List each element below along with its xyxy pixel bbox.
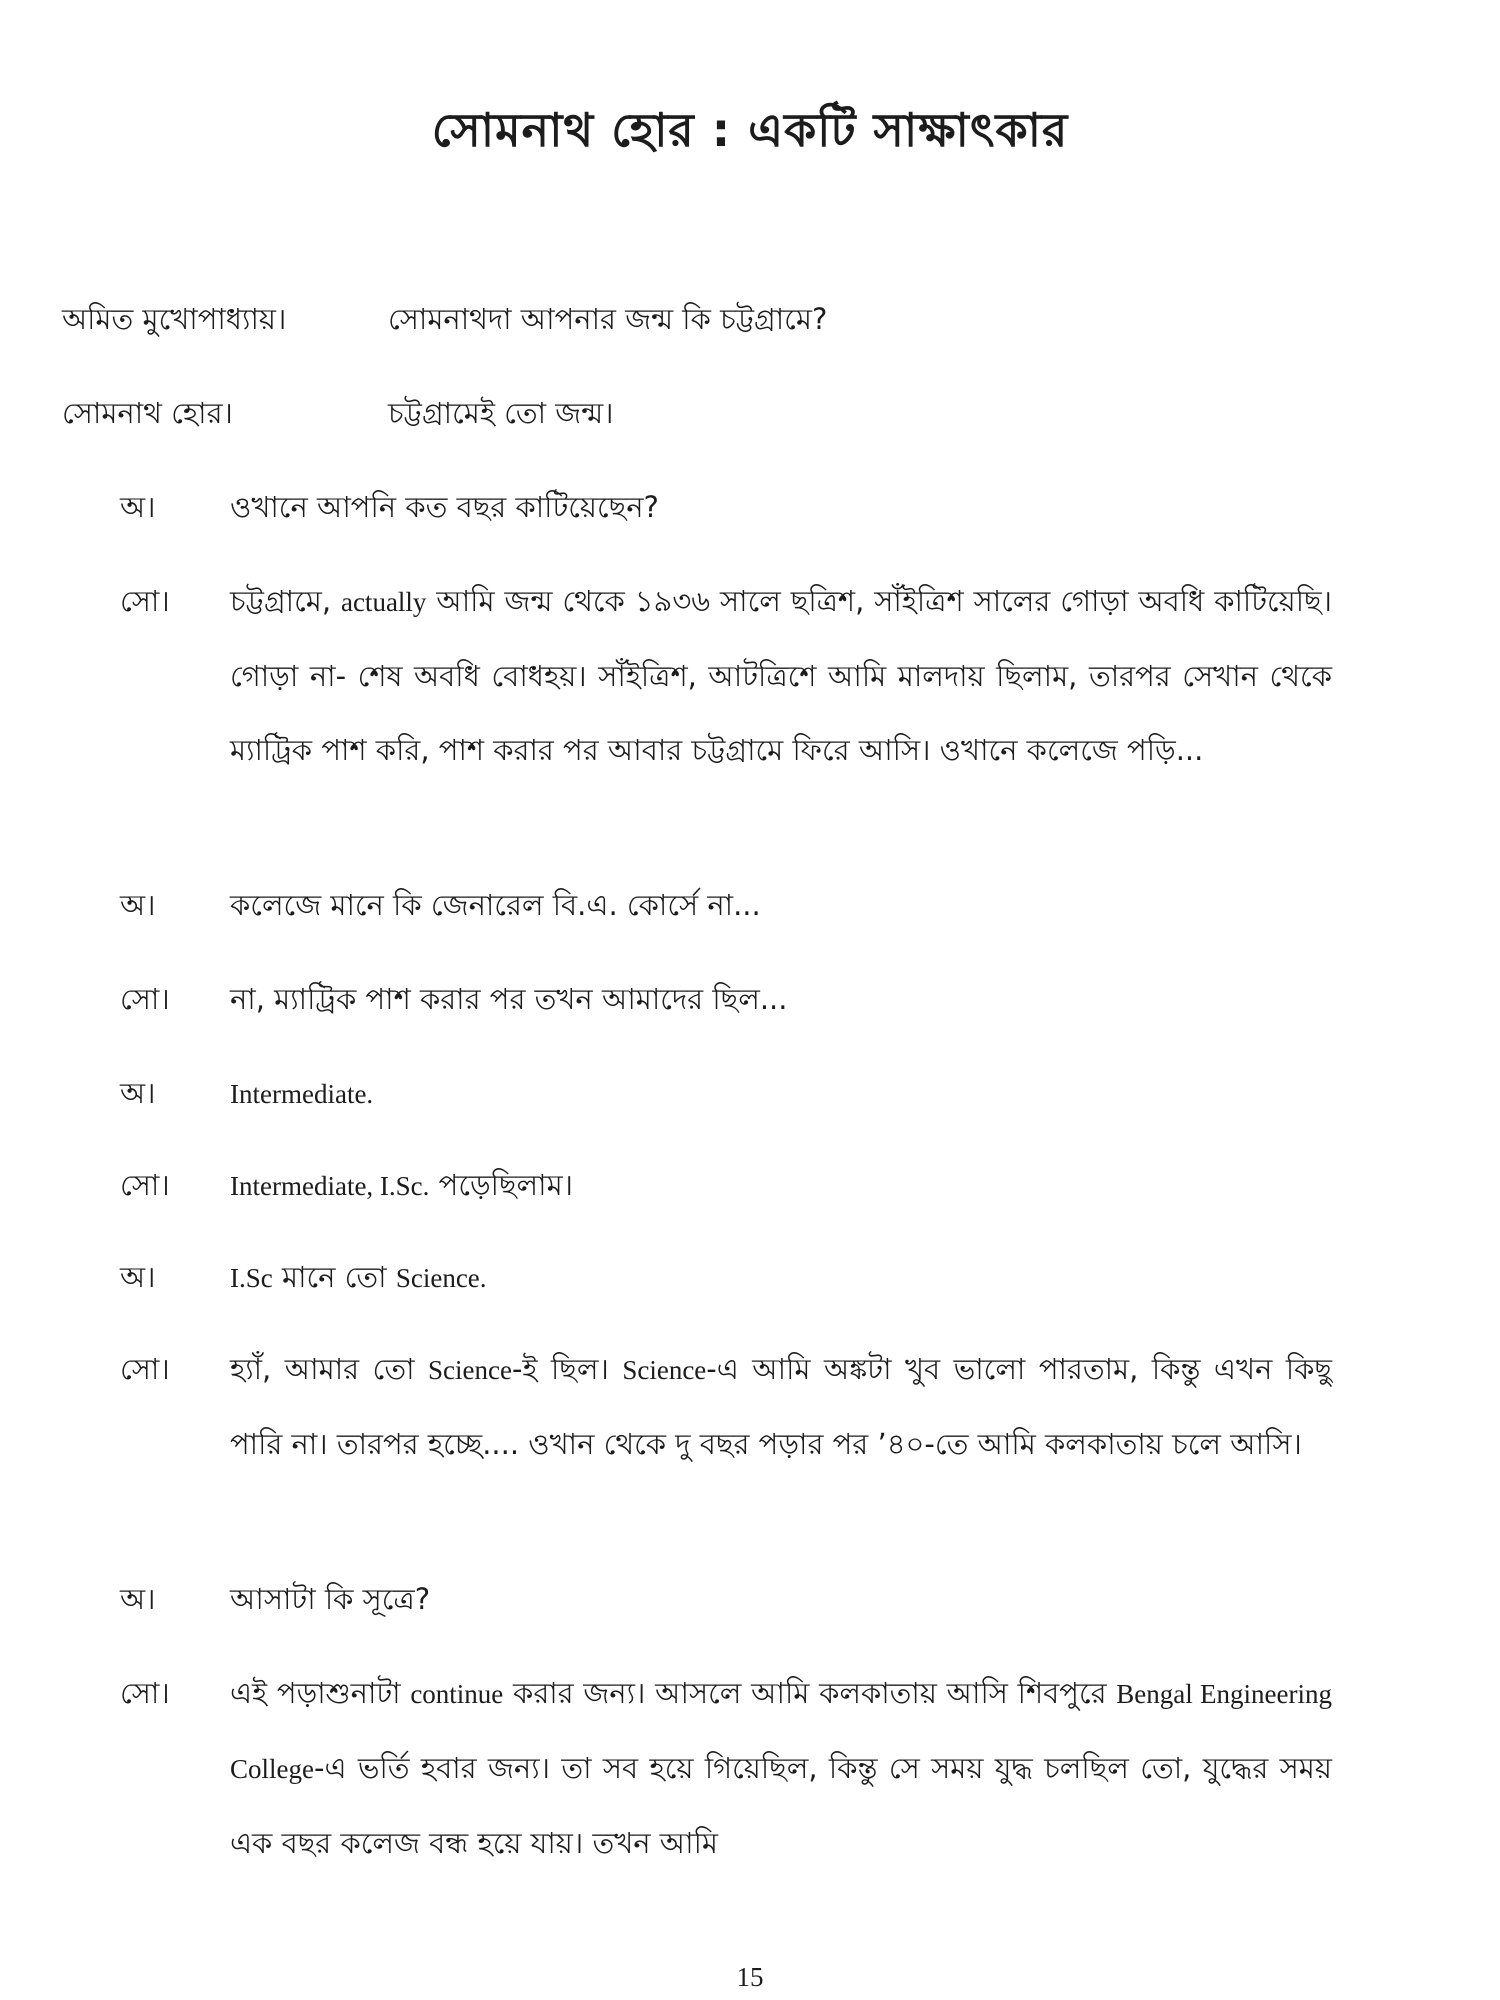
speaker-label: সো। <box>120 982 170 1016</box>
speaker-label: অ। <box>120 1582 156 1616</box>
speaker-label: অমিত মুখোপাধ্যায়। <box>62 302 287 336</box>
utterance-text: হ্যাঁ, আমার তো Science-ই ছিল। Science-এ আমি অঙ্কটা খুব ভালো পারতাম, কিন্তু এখন কিছু পারি না। তারপর হচ্ছে.... ওখান থেকে দু বছর পড়ার পর ’৪০-তে আমি কলকাতায় চলে আসি। <box>230 1352 1332 1461</box>
speaker-label: অ। <box>120 490 156 524</box>
speaker-label: অ। <box>120 1260 156 1294</box>
utterance-text: না, ম্যাট্রিক পাশ করার পর তখন আমাদের ছিল... <box>230 982 788 1016</box>
utterance-text: চট্টগ্রামেই তো জন্ম। <box>388 396 614 430</box>
speaker-label: সো। <box>120 584 170 618</box>
utterance-text: Intermediate. <box>230 1079 374 1109</box>
utterance-text: এই পড়াশুনাটা continue করার জন্য। আসলে আমি কলকাতায় আসি শিবপুরে Bengal Engineering College-এ ভর্তি হবার জন্য। তা সব হয়ে গিয়েছিল, কিন্তু সে সময় যুদ্ধ চলছিল তো, যুদ্ধের সময় এক বছর কলেজ বন্ধ হয়ে যায়। তখন আমি <box>230 1676 1332 1860</box>
utterance-text: ওখানে আপনি কত বছর কাটিয়েছেন? <box>230 490 659 524</box>
speaker-label: সো। <box>120 1352 170 1386</box>
speaker-label: সো। <box>120 1168 170 1202</box>
speaker-label: সোমনাথ হোর। <box>62 396 233 430</box>
utterance-text: আসাটা কি সূত্রে? <box>230 1582 431 1616</box>
utterance-text: সোমনাথদা আপনার জন্ম কি চট্টগ্রামে? <box>388 302 828 336</box>
speaker-label: সো। <box>120 1676 170 1710</box>
utterance-text: কলেজে মানে কি জেনারেল বি.এ. কোর্সে না... <box>230 888 761 922</box>
utterance-text: চট্টগ্রামে, actually আমি জন্ম থেকে ১৯৩৬ সালে ছত্রিশ, সাঁইত্রিশ সালের গোড়া অবধি কাটিয়েছি। গোড়া না- শেষ অবধি বোধহয়। সাঁইত্রিশ, আটত্রিশে আমি মালদায় ছিলাম, তারপর সেখান থেকে ম্যাট্রিক পাশ করি, পাশ করার পর আবার চট্টগ্রামে ফিরে আসি। ওখানে কলেজে পড়ি... <box>230 584 1332 767</box>
speaker-label: অ। <box>120 1076 156 1110</box>
page-title: সোমনাথ হোর : একটি সাক্ষাৎকার <box>431 103 1069 157</box>
utterance-text: I.Sc মানে তো Science. <box>230 1260 487 1294</box>
speaker-label: অ। <box>120 888 156 922</box>
page-number: 15 <box>736 1962 764 1992</box>
utterance-text: Intermediate, I.Sc. পড়েছিলাম। <box>230 1168 574 1202</box>
